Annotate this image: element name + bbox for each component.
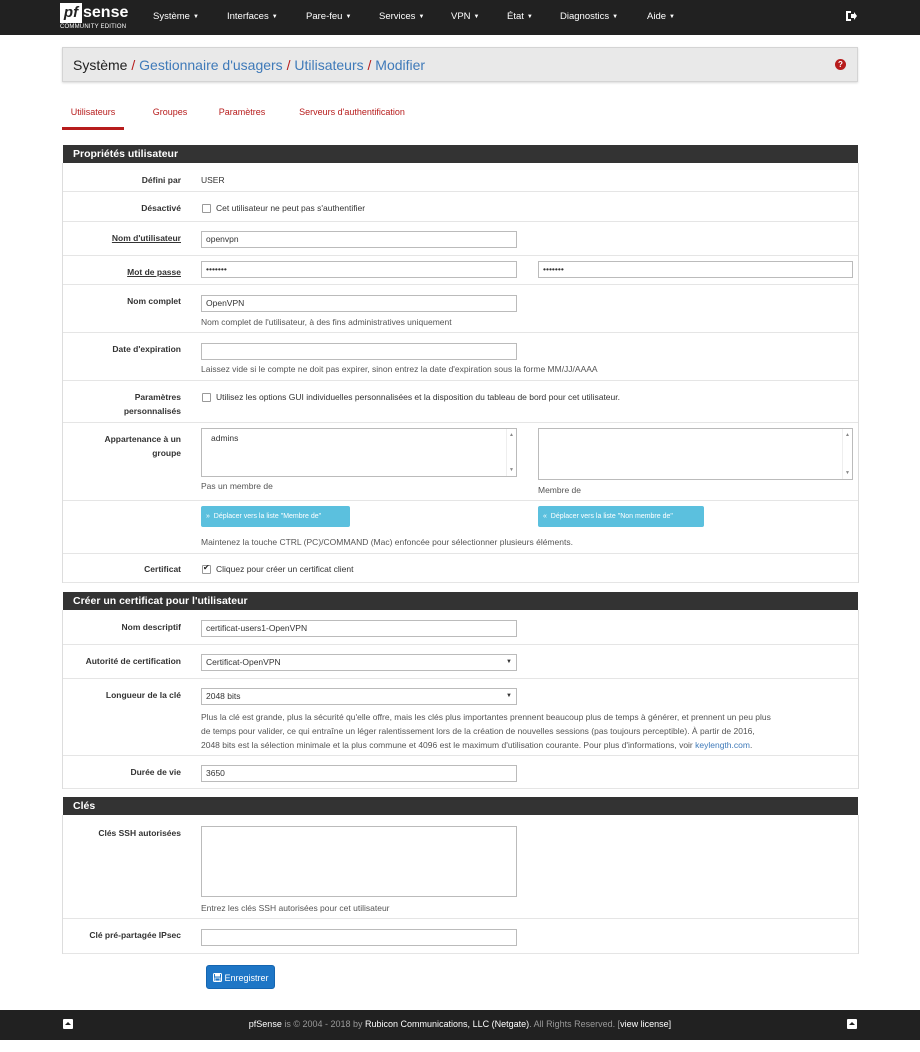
nav-system[interactable]: Système ▼ [153,11,199,22]
logout-icon[interactable] [845,10,857,22]
scroll-top-icon-right[interactable] [847,1019,857,1029]
password-input[interactable]: ••••••• [201,261,517,278]
nav-vpn[interactable]: VPN ▼ [451,11,480,22]
scroll-up-icon[interactable]: ▲ [509,432,514,438]
row-defined-by [63,163,858,192]
row-password [63,256,858,285]
lifetime-label: Durée de vie [130,767,181,777]
panel-keys-title: Clés [63,797,858,815]
caret-down-icon: ▼ [345,14,352,20]
username-label: Nom d'utilisateur [111,233,181,243]
double-chevron-left-icon: « [543,513,547,520]
custom-settings-text: Utilisez les options GUI individuelles personnalisées et la disposition du tableau de bord pour cet utilisateur. [216,392,620,402]
tab-settings[interactable]: Paramètres [218,107,266,117]
ssh-keys-label: Clés SSH autorisées [98,828,181,838]
key-length-help-3: 2048 bits est la sélection minimale et la plus commune et 4096 est le maximum d'utilisation courante. Pour plus d'informations, voir keylength.com. [201,740,753,750]
chevron-down-icon: ▼ [506,659,512,665]
certificate-checkbox[interactable] [202,565,211,574]
not-member-caption: Pas un membre de [201,481,273,491]
ca-select[interactable]: Certificat-OpenVPN ▼ [201,654,517,671]
scroll-up-icon[interactable]: ▲ [845,432,850,438]
move-to-member-button[interactable]: » Déplacer vers la liste "Membre de" [201,506,350,527]
tab-groups[interactable]: Groupes [152,107,188,117]
disabled-label: Désactivé [141,203,181,213]
keylength-link[interactable]: keylength.com [695,740,750,750]
fullname-input[interactable]: OpenVPN [201,295,517,312]
row-lifetime [63,756,858,789]
breadcrumb-edit[interactable]: Modifier [375,57,426,73]
view-license-link[interactable]: view license [620,1019,669,1029]
caret-down-icon: ▼ [271,14,278,20]
breadcrumb: Système / Gestionnaire d'usagers / Utilisateurs / Modifier ? [62,47,858,82]
not-member-listbox[interactable] [201,428,517,477]
panel-user-properties-title: Propriétés utilisateur [63,145,858,163]
logo-sense: sense [83,4,129,21]
row-ca [63,645,858,679]
row-ssh-keys [63,815,858,919]
breadcrumb-root: Système [73,57,128,73]
move-help: Maintenez la touche CTRL (PC)/COMMAND (Mac) enfoncée pour sélectionner plusieurs éléments. [201,537,573,547]
caret-down-icon: ▼ [669,14,675,20]
footer [0,1010,920,1040]
caret-down-icon: ▼ [612,14,619,20]
key-length-help-2: de temps pour valider, ce qui entraîne un léger ralentissement lors de la création de nouvelles sessions (pas toujours perceptible). À partir de 2016, [201,726,755,736]
logo-pf: pf [60,3,82,23]
defined-by-label: Défini par [141,175,181,185]
nav-help[interactable]: Aide ▼ [647,11,675,22]
footer-text: pfSense is © 2004 - 2018 by Rubicon Communications, LLC (Netgate). All Rights Reserved. [view license] [248,1019,672,1029]
row-username [63,222,858,256]
custom-settings-label-1: Paramètres [134,392,181,402]
expiration-input[interactable] [201,343,517,360]
member-listbox[interactable] [538,428,853,480]
caret-down-icon: ▼ [473,14,480,20]
row-certificate [63,554,858,583]
row-fullname [63,285,858,333]
top-navbar [0,0,920,35]
caret-down-icon: ▼ [526,14,533,20]
move-to-not-member-button[interactable]: « Déplacer vers la liste "Non membre de" [538,506,704,527]
listbox-scrollbar[interactable] [842,429,852,479]
certificate-label: Certificat [144,564,181,574]
row-ipsec-key [63,919,858,954]
floppy-disk-icon [213,973,222,982]
fullname-help: Nom complet de l'utilisateur, à des fins administratives uniquement [201,317,452,327]
scroll-down-icon[interactable]: ▼ [845,470,850,476]
tab-users[interactable]: Utilisateurs [62,98,124,130]
chevron-down-icon: ▼ [506,693,512,699]
list-item[interactable]: admins [211,433,239,443]
nav-diagnostics[interactable]: Diagnostics ▼ [560,11,619,22]
expiration-label: Date d'expiration [112,344,181,354]
nav-firewall[interactable]: Pare-feu ▼ [306,11,352,22]
ssh-keys-help: Entrez les clés SSH autorisées pour cet utilisateur [201,903,390,913]
scroll-down-icon[interactable]: ▼ [509,467,514,473]
disabled-text: Cet utilisateur ne peut pas s'authentifier [216,203,366,213]
username-input[interactable]: openvpn [201,231,517,248]
custom-settings-checkbox[interactable] [202,393,211,402]
caret-down-icon: ▼ [192,14,199,20]
panel-certificate-title: Créer un certificat pour l'utilisateur [63,592,858,610]
fullname-label: Nom complet [127,296,181,306]
breadcrumb-users[interactable]: Utilisateurs [294,57,364,73]
certificate-text: Cliquez pour créer un certificat client [216,564,354,574]
row-group-membership [63,423,858,501]
scroll-top-icon[interactable] [63,1019,73,1029]
caret-down-icon: ▼ [418,14,425,20]
password-confirm-input[interactable]: ••••••• [538,261,853,278]
key-length-select[interactable]: 2048 bits ▼ [201,688,517,705]
tab-bar [62,98,858,130]
row-descriptive-name [63,610,858,645]
save-button[interactable]: Enregistrer [206,965,275,989]
key-length-help-1: Plus la clé est grande, plus la sécurité qu'elle offre, mais les clés plus importantes prennent beaucoup plus de temps à générer, et prennent un peu plus [201,712,771,722]
row-expiration [63,333,858,381]
key-length-label: Longueur de la clé [105,690,181,700]
nav-interfaces[interactable]: Interfaces ▼ [227,11,278,22]
descriptive-name-label: Nom descriptif [121,622,181,632]
breadcrumb-user-manager[interactable]: Gestionnaire d'usagers [139,57,283,73]
listbox-scrollbar[interactable] [506,429,516,476]
nav-services[interactable]: Services ▼ [379,11,425,22]
row-move-buttons [63,501,858,554]
tab-auth-servers[interactable]: Serveurs d'authentification [299,107,405,117]
group-label-1: Appartenance à un [104,434,181,444]
password-label: Mot de passe [127,267,181,277]
help-question-icon[interactable]: ? [835,59,846,70]
expiration-help: Laissez vide si le compte ne doit pas expirer, sinon entrez la date d'expiration sous la forme MM/JJ/AAAA [201,364,598,374]
row-key-length [63,679,858,756]
row-custom-settings [63,381,858,423]
member-caption: Membre de [538,485,581,495]
descriptive-name-input[interactable]: certificat-users1-OpenVPN [201,620,517,637]
group-label-2: groupe [152,448,181,458]
lifetime-input[interactable]: 3650 [201,765,517,782]
row-disabled [63,192,858,222]
pfsense-logo[interactable] [60,3,132,31]
disabled-checkbox[interactable] [202,204,211,213]
ipsec-key-label: Clé pré-partagée IPsec [89,930,181,940]
ca-label: Autorité de certification [85,656,181,666]
custom-settings-label-2: personnalisés [123,406,181,416]
nav-status[interactable]: État ▼ [507,11,533,22]
ssh-keys-textarea[interactable] [201,826,517,897]
logo-subtitle: COMMUNITY EDITION [60,24,127,30]
defined-by-value: USER [201,175,225,185]
double-chevron-right-icon: » [206,513,210,520]
ipsec-key-input[interactable] [201,929,517,946]
